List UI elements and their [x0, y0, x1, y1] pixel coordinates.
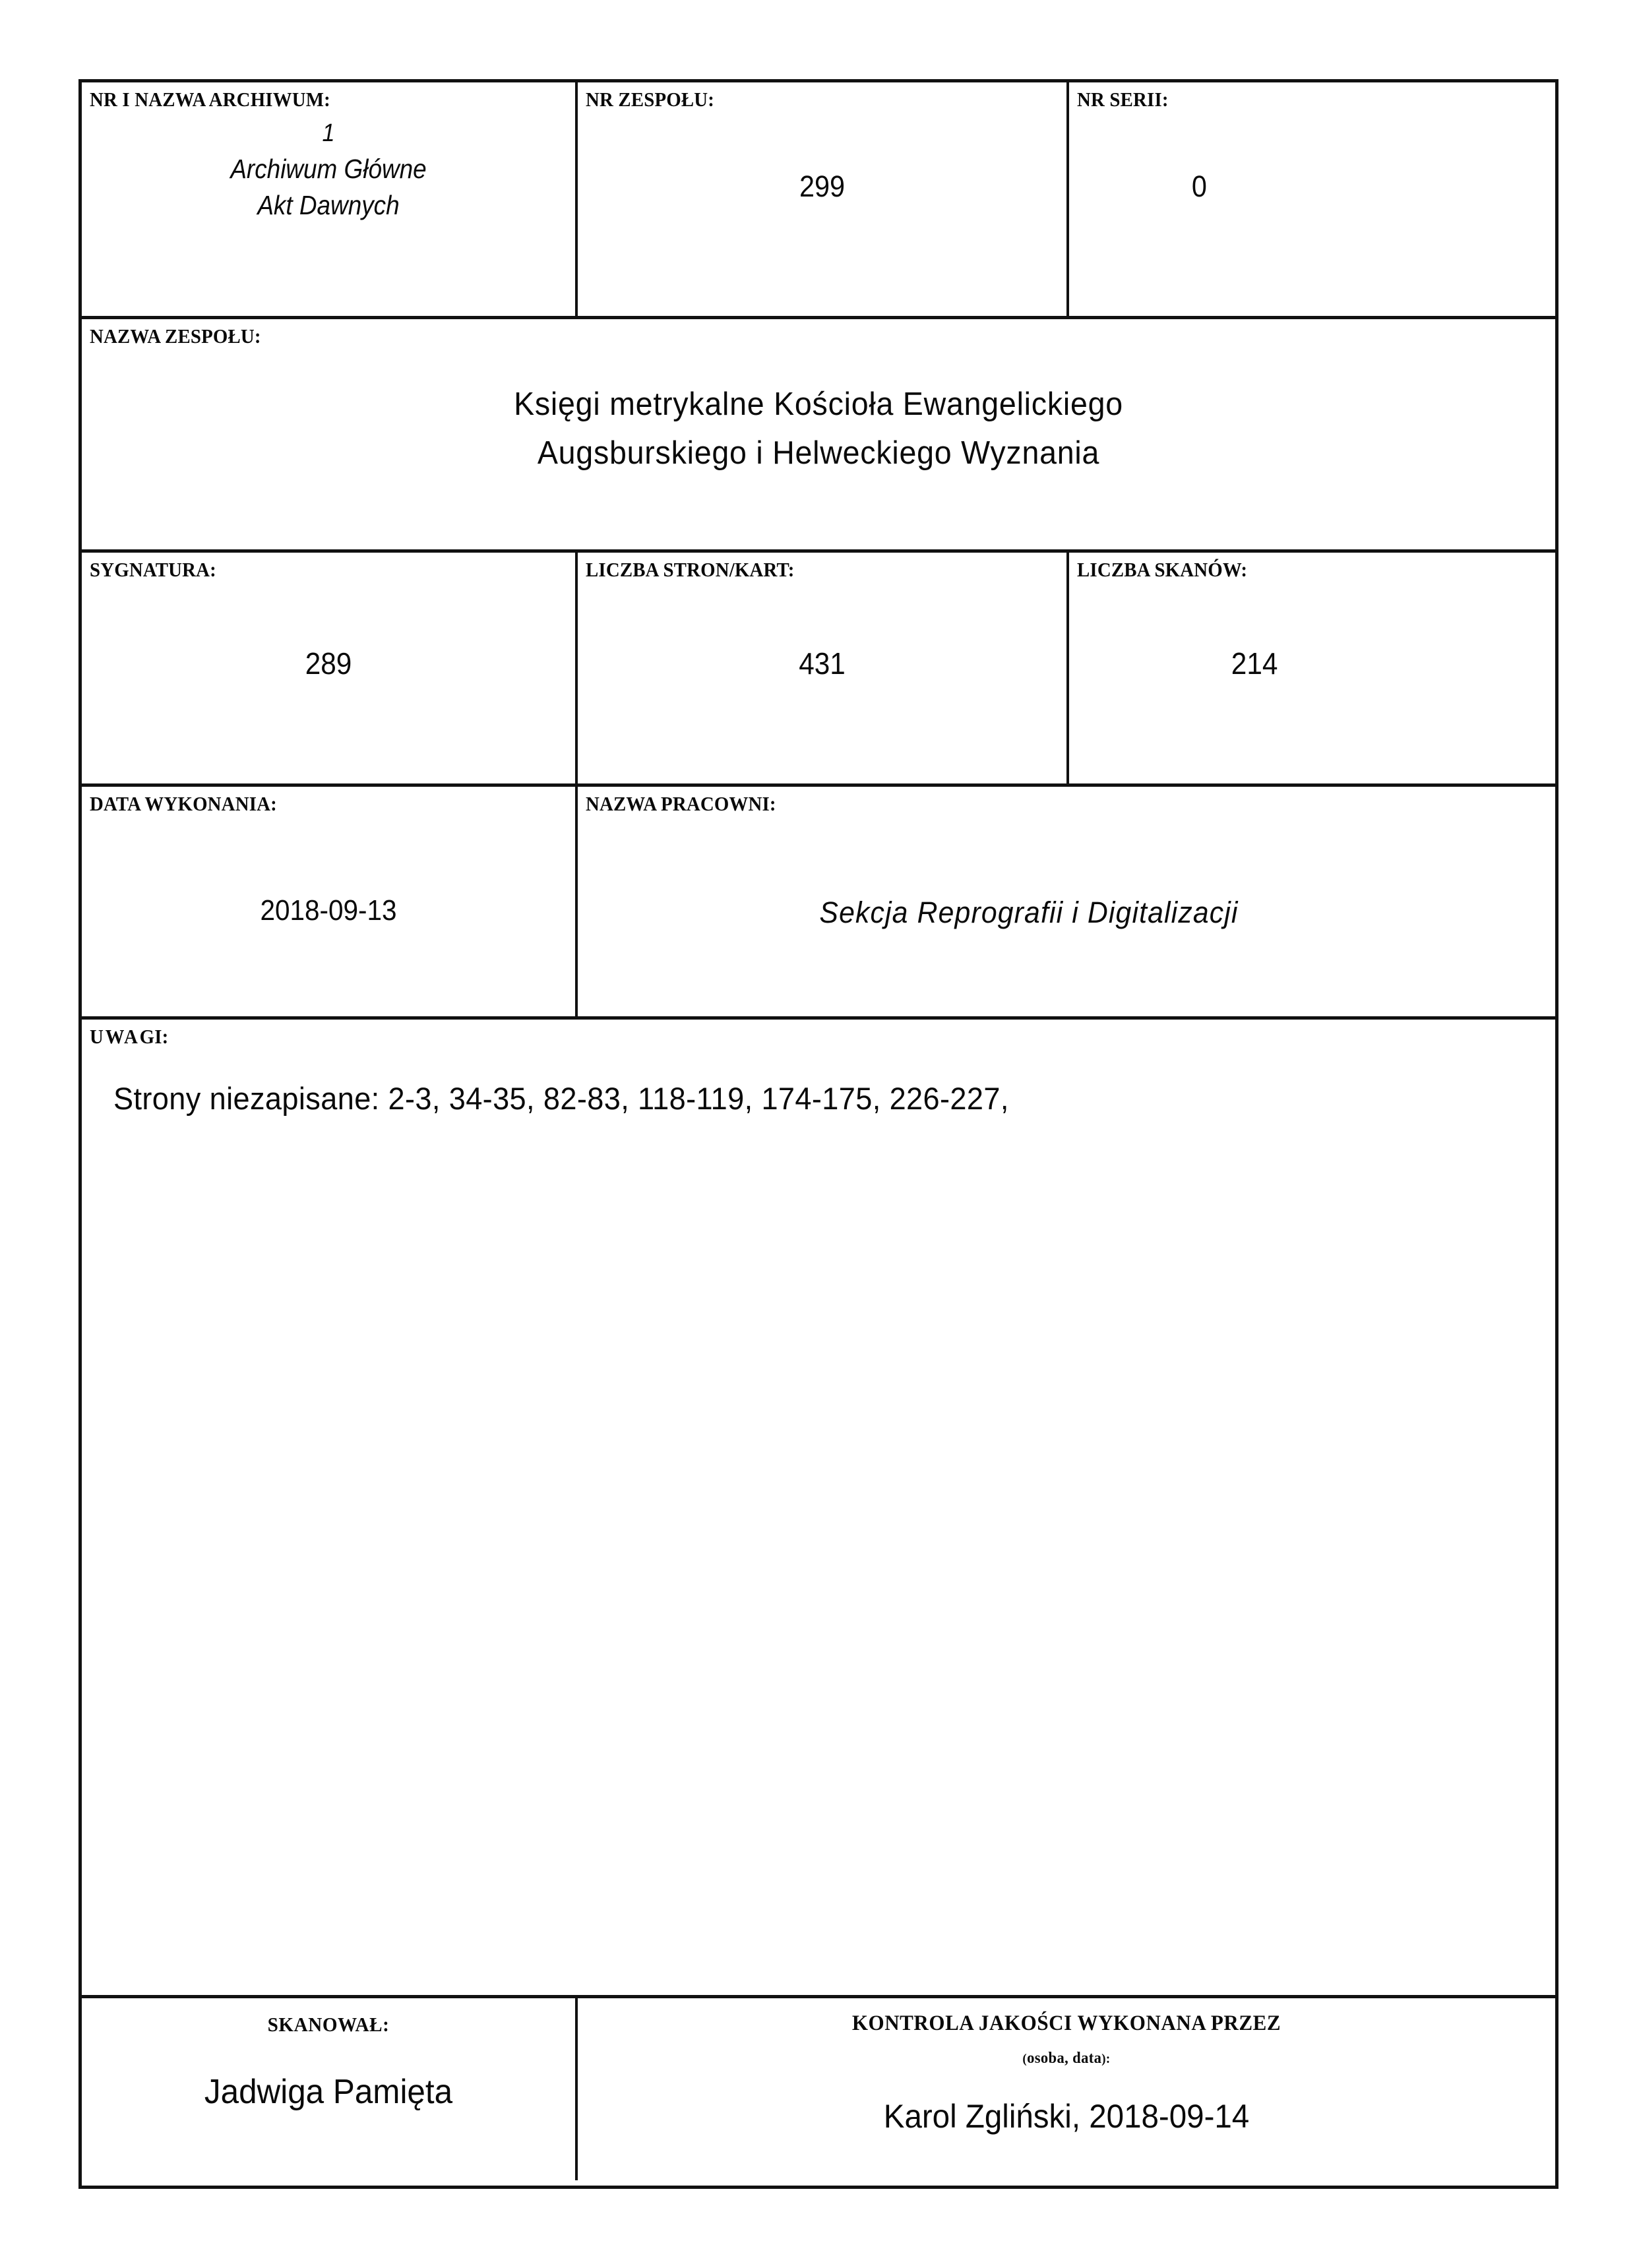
label-studio-name: NAZWA PRACOWNI: [586, 792, 776, 815]
label-qc-sub-text: osoba, data [1027, 2050, 1102, 2067]
label-execution-date: DATA WYKONANIA: [90, 792, 277, 815]
value-archive-name-block [106, 117, 550, 224]
label-page-count: LICZBA STRON/KART: [586, 558, 795, 581]
label-fonds-number: NR ZESPOŁU: [586, 88, 715, 111]
value-fonds-number: 299 [799, 169, 846, 203]
cell-scanned-by [82, 1998, 575, 2180]
value-fonds-name-line2: Augsburskiego i Helweckiego Wyznania [537, 435, 1100, 472]
value-scan-count: 214 [1231, 646, 1278, 681]
row-fonds-name [82, 316, 1555, 549]
label-signature: SYGNATURA: [90, 558, 216, 581]
value-quality-control: Karol Zgliński, 2018-09-14 [883, 2098, 1250, 2135]
label-series-number: NR SERII: [1077, 88, 1169, 111]
value-archive-name-line1: Archiwum Główne [230, 153, 427, 184]
label-remarks-part1: UWA [90, 1025, 140, 1048]
label-fonds-name: NAZWA ZESPOŁU: [90, 324, 261, 348]
value-archive-name-line2: Akt Dawnych [257, 190, 400, 221]
row-date-and-studio [82, 783, 1555, 1016]
value-scanned-by: Jadwiga Pamięta [204, 2073, 453, 2111]
value-execution-date: 2018-09-13 [260, 894, 397, 927]
label-scanned-by: SKANOWAŁ: [267, 2013, 390, 2036]
value-fonds-name-line1: Księgi metrykalne Kościoła Ewangelickiego [514, 386, 1123, 422]
cell-execution-date [82, 787, 575, 1016]
label-quality-control: KONTROLA JAKOŚCI WYKONANA PRZEZ [851, 2011, 1281, 2035]
label-remarks-part2: GI: [139, 1025, 169, 1048]
cell-quality-control [575, 1998, 1555, 2180]
cell-remarks [82, 1020, 1555, 1995]
label-qc-paren-open: ( [1022, 2052, 1028, 2066]
value-page-count: 431 [799, 646, 846, 681]
label-quality-control-sub [607, 2050, 1526, 2068]
label-archive-number-and-name: NR I NAZWA ARCHIWUM: [90, 88, 330, 111]
row-archive-identification [82, 82, 1555, 316]
cell-archive-name [82, 82, 575, 316]
cell-fonds-number [575, 82, 1066, 316]
cell-studio-name [575, 787, 1555, 1016]
value-studio-name: Sekcja Reprografii i Digitalizacji [819, 896, 1239, 929]
value-fonds-name-block [119, 380, 1518, 478]
cell-scan-count [1066, 553, 1555, 783]
row-remarks [82, 1016, 1555, 1995]
value-series-number: 0 [1191, 169, 1207, 203]
archive-cover-sheet-table [78, 79, 1558, 2189]
row-signoff [82, 1995, 1555, 2180]
cell-signature [82, 553, 575, 783]
value-remarks: Strony niezapisane: 2-3, 34-35, 82-83, 118-119, 174-175, 226-227, [113, 1081, 1009, 1116]
cell-fonds-name [82, 319, 1555, 549]
label-remarks [90, 1026, 1452, 1048]
label-scan-count: LICZBA SKANÓW: [1077, 558, 1248, 581]
value-archive-number: 1 [322, 119, 335, 147]
row-signature-and-counts [82, 549, 1555, 783]
value-signature: 289 [305, 646, 352, 681]
cell-series-number [1066, 82, 1555, 316]
label-qc-paren-close: ): [1101, 2052, 1111, 2066]
cell-page-count [575, 553, 1066, 783]
